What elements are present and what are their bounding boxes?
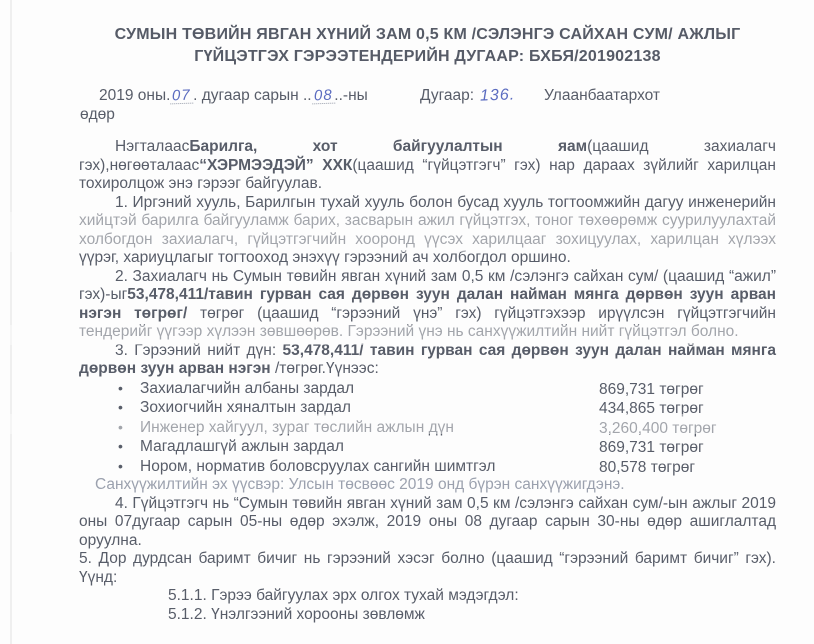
client-name-bold: Барилга, хот байгуулалтын яам (189, 138, 588, 155)
clause-4: 4. Гүйцэтгэгч нь “Сумын төвийн явган хүний зам 0,5 км /сэлэнгэ сайхан сум/-ын ажлыг 2019 оны 07дугаар сарын 05-ны өдөр эхэлж, 2019 оны 08 дугаар сарын 30-ны өдөр ашиглалтад оруулна. (79, 494, 776, 549)
clause-2 (79, 268, 776, 342)
dateline (79, 86, 776, 138)
document-title-line2: ГҮЙЦЭТГЭХ ГЭРЭЭТЕНДЕРИЙН ДУГААР: БХБЯ/201902138 (194, 48, 661, 65)
handwritten-doc-number: 136. (480, 86, 516, 105)
clause-3-seg1: 3. Гэрээний нийт дүн: (115, 341, 283, 359)
contractor-name-bold: “ХЭРМЭЭДЭЙ” ХХК (199, 156, 353, 174)
parties-seg1: Нэгталаас (115, 138, 190, 155)
date-text-month: . дугаар сарын .. (193, 87, 312, 104)
handwritten-day-value: 08 (313, 86, 333, 105)
scan-artifact-line (10, 0, 12, 644)
parties-seg5: (цаашид “гүйцэтгэгч” гэх) нар дараах зүйлийг харилцан тохиролцож энэ гэрээг байгуулав. (79, 156, 776, 192)
bullet-icon: • (118, 457, 123, 474)
clause-5: 5. Дор дурдсан баримт бичиг нь гэрээний хэсэг болно (цаашид “гэрээний баримт бичиг” гэх). Үүнд: (79, 550, 776, 586)
clause-2-seg3: төгрөг (цаашид “гэрээний үнэ” гэх) гүйцэтгэхээр ирүүлсэн гүйцэтгэгчийн тендерийг үүгээр хүлээн зөвшөөрөв. Гэрээний үнэ нь санхүүжилтийн нийт гүйцэтгэл болно. (79, 304, 776, 340)
doc-number-label: Дугаар: (420, 87, 475, 104)
cost-item-amount: 869,731 төгрөг (599, 439, 704, 456)
cost-item-row (79, 457, 776, 477)
cost-item-amount: 869,731 төгрөг (599, 380, 704, 398)
doc-number-field (420, 86, 518, 105)
clause-3-seg3: /төгрөг.Үүнээс: (270, 360, 379, 377)
handwritten-month-value: 07 (172, 86, 192, 105)
date-text-year: 2019 оны. (99, 87, 171, 104)
cost-item-row (79, 398, 776, 418)
cost-item-label: Зохиогчийн хяналтын зардал (140, 399, 351, 416)
date-text-day: ..-ны өдөр (80, 87, 368, 123)
total-amount-bold: 53,478,411/ тавин гурван сая дөрвөн зуун далан найман мянга дөрвөн зуун арван нэгэн (79, 341, 776, 377)
clause-5-1-1: 5.1.1. Гэрээ байгуулах эрх олгох тухай мэдэгдэл: (168, 587, 519, 604)
contract-amount-words-bold: 53,478,411/тавин гурван сая дөрвөн зуун далан найман мянга дөрвөн зуун арван нэгэн төгрөг/ (79, 286, 776, 322)
cost-item-label: Нором, норматив боловсруулах сангийн шимтгэл (140, 457, 496, 475)
document-title (79, 24, 776, 68)
cost-item-label: Инженер хайгуул, зураг төслийн ажлын дүн (140, 418, 454, 436)
city-label: Улаанбаатархот (544, 87, 661, 104)
clause-3 (79, 342, 776, 379)
date-field (80, 86, 380, 124)
cost-item-label: Захиалагчийн албаны зардал (140, 379, 355, 397)
cost-item-row (79, 379, 776, 399)
bullet-icon: • (118, 438, 123, 454)
cost-item-amount: 434,865 төгрөг (599, 400, 704, 417)
cost-item-row (79, 437, 776, 457)
cost-item-row (79, 418, 776, 438)
funding-source-note: Санхүүжилтийн эх үүсвэр: Улсын төсвөөс 2019 онд бүрэн санхүүжигдэнэ. (95, 476, 625, 493)
bullet-icon: • (118, 379, 123, 396)
document-title-line1: СУМЫН ТӨВИЙН ЯВГАН ХҮНИЙ ЗАМ 0,5 КМ /СЭЛЭНГЭ САЙХАН СУМ/ АЖЛЫГ (114, 26, 741, 43)
document-content (79, 0, 776, 624)
clause-5-1-2: 5.1.2. Үнэлгээний хорооны зөвлөмж (168, 605, 425, 623)
parties-paragraph (79, 138, 776, 194)
cost-item-amount: 80,578 төгрөг (599, 458, 695, 476)
cost-item-label: Магадлашгүй ажлын зардал (140, 438, 344, 455)
parties-seg3: (цаашид захиалагч гэх),нөгөөталаас (79, 138, 776, 174)
cost-breakdown-list (79, 379, 776, 477)
bullet-icon: • (118, 418, 123, 435)
cost-item-amount: 3,260,400 төгрөг (599, 419, 717, 437)
clause-2-seg1: 2. Захиалагч нь Сумын төвийн явган хүний зам 0,5 км /сэлэнгэ сайхан сум/ (цаашид “ажил” гэх)-ыг (79, 267, 776, 303)
bullet-icon: • (118, 399, 123, 415)
clause-1: 1. Иргэний хууль, Барилгын тухай хууль болон бусад хууль тогтоомжийн дагуу инженерийн хийцтэй барилга байгууламж барих, засварын ажил гүйцэтгэх, тоног төхөөрөмж суурилуулахтай холбогдон захиалагч, гүйцэтгэгчийн хооронд үүсэх харилцааг зохицуулах, харилцан хүлээх үүрэг, хариуцлагыг тогтооход энэхүү гэрээний ач холбогдол оршино. (79, 193, 776, 266)
